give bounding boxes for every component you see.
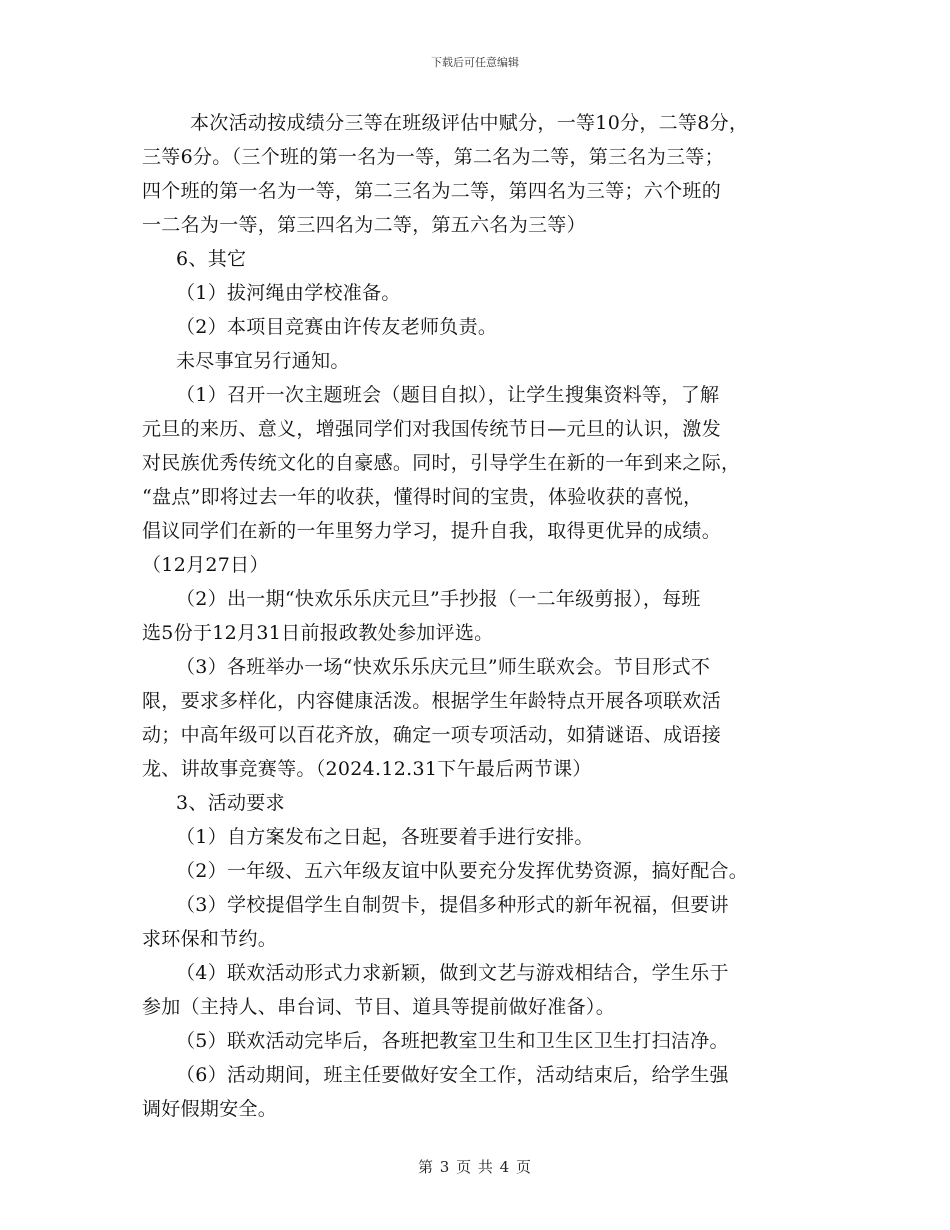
list-item: （5）联欢活动完毕后，各班把教室卫生和卫生区卫生打扫洁净。 xyxy=(176,1030,729,1052)
paragraph-line: 动；中高年级可以百花齐放，确定一项专项活动，如猜谜语、成语接 xyxy=(142,724,722,746)
list-item: （2）出一期“快欢乐乐庆元旦”手抄报（一二年级剪报），每班 xyxy=(176,588,701,610)
paragraph-line: “盘点”即将过去一年的收获，懂得时间的宝贵，体验收获的喜悦， xyxy=(142,486,703,508)
paragraph-line: 龙、讲故事竞赛等。（2024.12.31下午最后两节课） xyxy=(142,758,592,780)
paragraph-line: 对民族优秀传统文化的自豪感。同时，引导学生在新的一年到来之际， xyxy=(142,452,741,474)
list-item: （2）本项目竞赛由许传友老师负责。 xyxy=(176,316,498,338)
paragraph-line: 限，要求多样化，内容健康活泼。根据学生年龄特点开展各项联欢活 xyxy=(142,690,722,712)
paragraph-line: 未尽事宜另行通知。 xyxy=(176,350,350,372)
paragraph-line: 倡议同学们在新的一年里努力学习，提升自我，取得更优异的成绩。 xyxy=(142,520,722,542)
paragraph-line: 一二名为一等，第三四名为二等，第五六名为三等） xyxy=(142,214,586,236)
page-header: 下载后可任意编辑 xyxy=(431,56,519,69)
section-heading: 6、其它 xyxy=(176,248,247,270)
list-item: （3）各班举办一场“快欢乐乐庆元旦”师生联欢会。节目形式不 xyxy=(176,656,711,678)
list-item: （1）拔河绳由学校准备。 xyxy=(176,282,401,304)
list-item: （2）一年级、五六年级友谊中队要充分发挥优势资源，搞好配合。 xyxy=(176,860,749,882)
paragraph-line: 本次活动按成绩分三等在班级评估中赋分，一等10分，二等8分， xyxy=(190,112,749,134)
paragraph-line: 元旦的来历、意义，增强同学们对我国传统节日—元旦的认识，激发 xyxy=(142,418,722,440)
list-item: （3）学校提倡学生自制贺卡，提倡多种形式的新年祝福，但要讲 xyxy=(176,894,729,916)
list-item: （1）召开一次主题班会（题目自拟），让学生搜集资料等，了解 xyxy=(176,384,720,406)
paragraph-line: 调好假期安全。 xyxy=(142,1098,278,1120)
paragraph-line: （12月27日） xyxy=(142,554,269,576)
paragraph-line: 参加（主持人、串台词、节目、道具等提前做好准备）。 xyxy=(142,996,616,1018)
list-item: （6）活动期间，班主任要做好安全工作，活动结束后，给学生强 xyxy=(176,1064,729,1086)
paragraph-line: 求环保和节约。 xyxy=(142,928,278,950)
list-item: （1）自方案发布之日起，各班要着手进行安排。 xyxy=(176,826,594,848)
paragraph-line: 四个班的第一名为一等，第二三名为二等，第四名为三等；六个班的 xyxy=(142,180,722,202)
section-heading: 3、活动要求 xyxy=(176,792,285,814)
paragraph-line: 选5份于12月31日前报政教处参加评选。 xyxy=(142,622,494,644)
document-body xyxy=(142,106,822,1126)
list-item: （4）联欢活动形式力求新颖，做到文艺与游戏相结合，学生乐于 xyxy=(176,962,729,984)
paragraph-line: 三等6分。（三个班的第一名为一等，第二名为二等，第三名为三等； xyxy=(142,146,724,168)
page-footer: 第 3 页 共 4 页 xyxy=(418,1158,532,1176)
